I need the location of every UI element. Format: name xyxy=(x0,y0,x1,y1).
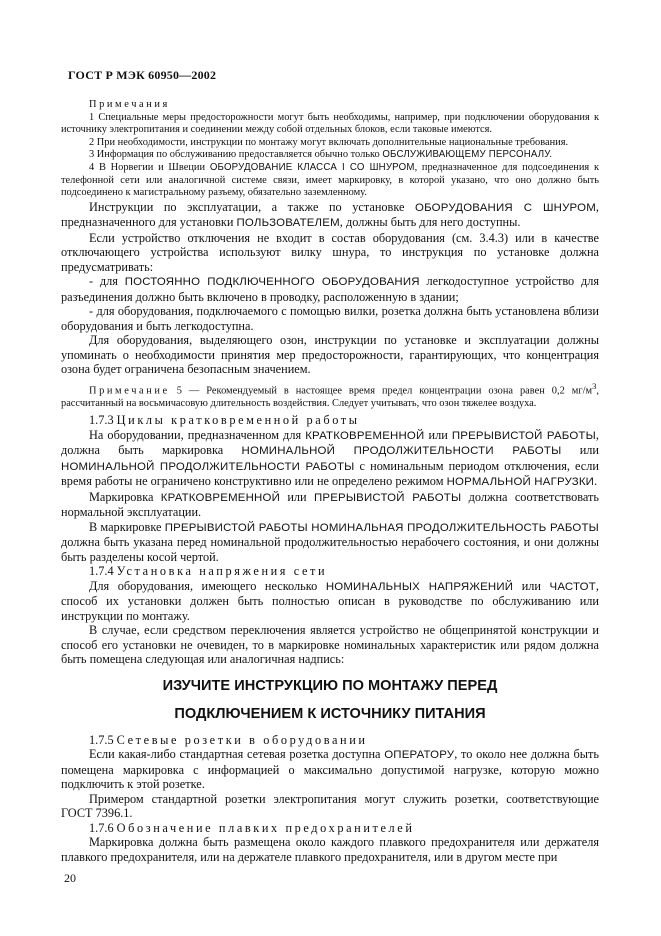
caps-term: ОБОРУДОВАНИЯ С ШНУРОМ xyxy=(415,201,596,214)
paragraph-installation-instructions xyxy=(61,200,599,231)
text-run: легкодоступное устройство для разъединения должно быть включено в проводку, расположенную в здании; xyxy=(61,274,600,304)
note-3 xyxy=(61,149,599,162)
note-5 xyxy=(61,380,599,411)
text-run: , способ их установки должен быть полностью описан в руководстве по обслуживанию или инструкции по монтажу. xyxy=(61,578,599,623)
text-run: , предназначенного для установки xyxy=(61,199,599,230)
note-4-caps: ОБОРУДОВАНИЕ КЛАССА I СО ШНУРОМ xyxy=(209,161,415,173)
text-run: должна быть указана перед номинальной продолжительностью нерабочего состояния, и они должны быть разделены косой чертой. xyxy=(61,535,599,564)
note-5-label: Примечание xyxy=(89,385,170,397)
section-title: Обозначение плавких предохранителей xyxy=(116,820,415,835)
text-run: , то около нее должна быть помещена маркировка с информацией о максимально допустимой нагрузке, которую можно подключить к этой розетке. xyxy=(61,747,599,792)
caps-term: ПОСТОЯННО ПОДКЛЮЧЕННОГО ОБОРУДОВАНИЯ xyxy=(124,276,420,289)
section-number: 1.7.3 xyxy=(89,413,117,428)
text-run: В маркировке xyxy=(89,519,165,534)
text-run: - для xyxy=(89,274,125,289)
text-run: Маркировка xyxy=(89,489,161,504)
section-heading-1-7-5 xyxy=(61,733,599,748)
text-run: или xyxy=(280,489,314,504)
caps-term: ПРЕРЫВИСТОЙ РАБОТЫ xyxy=(451,429,596,442)
text-run: или xyxy=(561,443,599,458)
caps-term: НОРМАЛЬНОЙ НАГРУЗКИ xyxy=(446,476,595,489)
section-heading-1-7-6 xyxy=(61,821,599,836)
paragraph-ozone: Для оборудования, выделяющего озон, инструкции по установке и эксплуатации должны упоминать о необходимости принятия мер предосторожности, гарантирующих, что концентрация озона будет ограничена безопасным значением. xyxy=(61,333,599,377)
paragraph-socket-outlets xyxy=(61,747,599,792)
paragraph-marking-conformity xyxy=(61,490,599,520)
note-4 xyxy=(61,162,599,200)
notes-title: Примечания xyxy=(89,99,170,110)
section-heading-1-7-3 xyxy=(61,413,599,428)
text-run: На оборудовании, предназначенном для xyxy=(89,427,306,442)
document-header: ГОСТ Р МЭК 60950—2002 xyxy=(68,68,217,82)
note-1: 1 Специальные меры предосторожности могут быть необходимы, например, при подключении оборудования к источнику электропитания и соединении между собой отдельных блоков, если таковые имеются. xyxy=(61,111,599,136)
note-5-rest: , рассчитанный на восьмичасовую длительность воздействия. Следует учитывать, что озон тяжелее воздуха. xyxy=(61,385,599,409)
section-number: 1.7.4 xyxy=(89,564,117,579)
caps-term: КРАТКОВРЕМЕННОЙ xyxy=(305,429,425,442)
text-run: или xyxy=(513,578,550,593)
note-5-sup: 3 xyxy=(592,380,597,391)
text-run: с номинальным периодом отключения, если время работы не ограничено конструктивно или не определено режимом xyxy=(61,458,599,489)
text-run: или xyxy=(424,427,452,442)
section-number: 1.7.6 xyxy=(89,820,117,835)
note-4-rest: , предназначенное для подсоединения к телефонной сети или аналогичной системе связи, имеет маркировку, в которой указано, что оно должно быть подсоединено к магистральному разъему, обязательно заземленному. xyxy=(61,161,600,199)
paragraph-intermittent-marking xyxy=(61,520,599,565)
text-run: Для оборудования, имеющего несколько xyxy=(89,578,326,593)
section-title: Установка напряжения сети xyxy=(116,564,328,579)
section-title: Циклы кратковременной работы xyxy=(116,413,360,428)
text-run: должна соответствовать нормальной эксплуатации. xyxy=(61,489,600,520)
note-5-text: 5 — Рекомендуемый в настоящее время предел концентрации озона равен 0,2 мг/м xyxy=(169,385,593,397)
warning-banner xyxy=(61,677,599,723)
text-run: Если какая-либо стандартная сетевая розетка доступна xyxy=(89,747,385,762)
note-3-text: 3 Информация по обслуживанию предоставляется обычно только xyxy=(89,149,383,161)
banner-line-2: ПОДКЛЮЧЕНИЕМ К ИСТОЧНИКУ ПИТАНИЯ xyxy=(174,705,486,722)
section-number: 1.7.5 xyxy=(89,732,117,747)
paragraph-multiple-voltages xyxy=(61,579,599,624)
section-title: Сетевые розетки в оборудовании xyxy=(116,732,368,747)
caps-term: НОМИНАЛЬНОЙ ПРОДОЛЖИТЕЛЬНОСТИ РАБОТЫ xyxy=(61,460,355,473)
caps-term: НОМИНАЛЬНЫХ НАПРЯЖЕНИЙ xyxy=(325,580,514,593)
paragraph-short-time-operation xyxy=(61,428,599,490)
paragraph-switching-means: В случае, если средством переключения является устройство не общепринятой конструкции и способ его установки не очевиден, то в маркировке номинальных характеристик или рядом должна быть помещена следующая или аналогичная надпись: xyxy=(61,623,599,667)
caps-term: ПРЕРЫВИСТОЙ РАБОТЫ НОМИНАЛЬНАЯ ПРОДОЛЖИТЕЛЬНОСТЬ РАБОТЫ xyxy=(164,521,599,534)
note-3-caps: ОБСЛУЖИВАЮЩЕМУ ПЕРСОНАЛУ. xyxy=(382,149,553,161)
caps-term: ПРЕРЫВИСТОЙ РАБОТЫ xyxy=(313,491,462,504)
note-4-text: 4 В Норвегии и Швеции xyxy=(89,161,210,173)
paragraph-permanent-equipment xyxy=(61,274,599,304)
banner-line-1: ИЗУЧИТЕ ИНСТРУКЦИЮ ПО МОНТАЖУ ПЕРЕД xyxy=(162,677,498,694)
text-run: . xyxy=(594,474,598,489)
caps-term: НОМИНАЛЬНОЙ ПРОДОЛЖИТЕЛЬНОСТИ РАБОТЫ xyxy=(241,445,562,458)
paragraph-plug-equipment: - для оборудования, подключаемого с помощью вилки, розетка должна быть установлена вблизи оборудования и быть легкодоступна. xyxy=(61,304,599,333)
text-run: , должны быть для него доступны. xyxy=(339,215,521,230)
page-number: 20 xyxy=(64,871,76,885)
paragraph-disconnect-device: Если устройство отключения не входит в состав оборудования (см. 3.4.3) или в качестве отключающего устройства используют вилку шнура, то инструкция по установке должна предусматривать: xyxy=(61,230,599,274)
caps-term: ОПЕРАТОРУ xyxy=(384,749,455,762)
section-heading-1-7-4 xyxy=(61,564,599,579)
text-run: , должна быть маркировка xyxy=(61,427,599,458)
caps-term: ЧАСТОТ xyxy=(549,580,596,593)
text-run: Инструкции по эксплуатации, а также по установке xyxy=(89,199,416,214)
paragraph-standard-socket-example: Примером стандартной розетки электропитания могут служить розетки, соответствующие ГОСТ 7396.1. xyxy=(61,791,599,821)
caps-term: ПОЛЬЗОВАТЕЛЕМ xyxy=(236,217,340,230)
document-body xyxy=(61,99,599,864)
note-2: 2 При необходимости, инструкции по монтажу могут включать дополнительные национальные требования. xyxy=(89,136,569,148)
caps-term: КРАТКОВРЕМЕННОЙ xyxy=(160,491,280,504)
paragraph-fuse-marking: Маркировка должна быть размещена около каждого плавкого предохранителя или держателя плавкого предохранителя, или на держателе плавкого предохранителя, или в другом месте при xyxy=(61,835,599,864)
